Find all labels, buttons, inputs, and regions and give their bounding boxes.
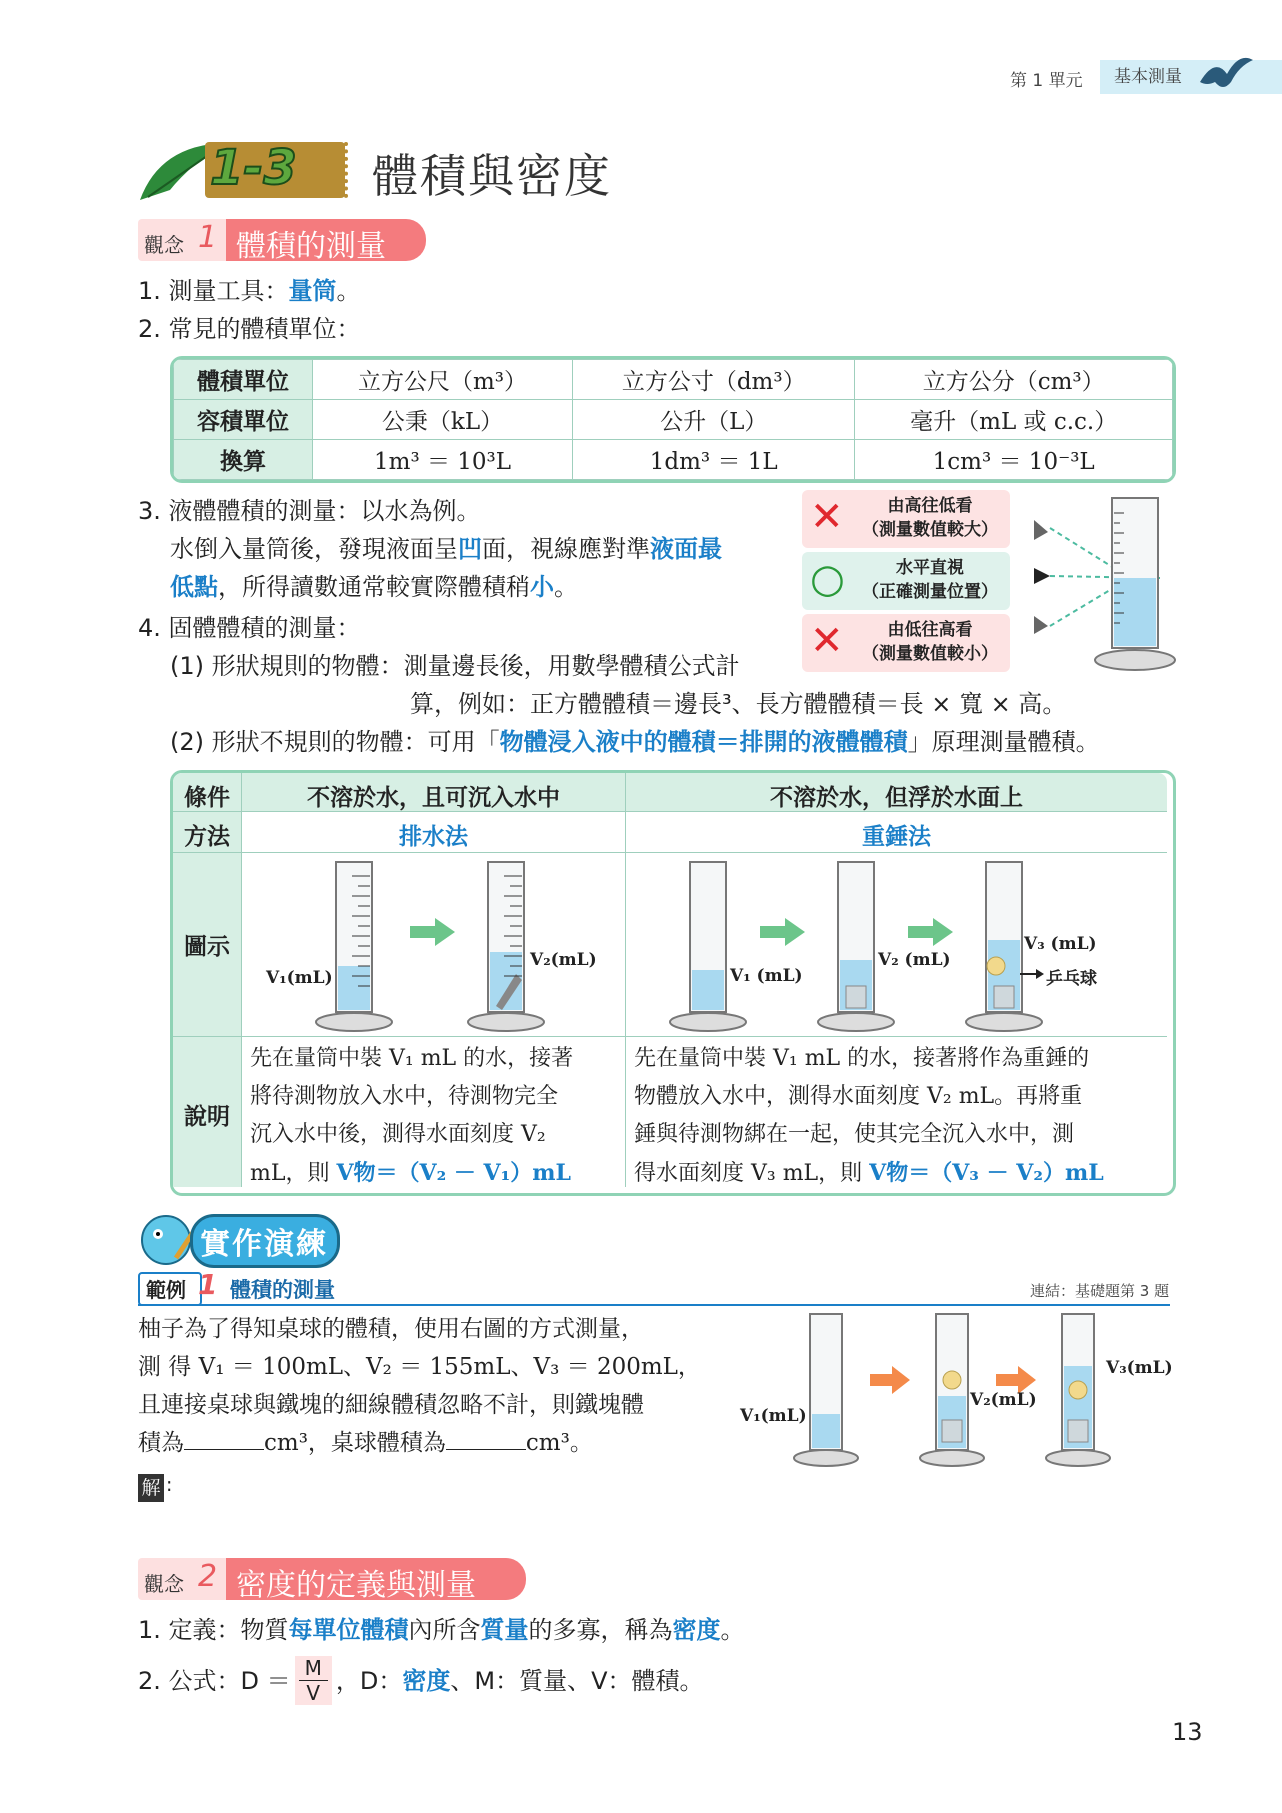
- formula: 2. 公式：D ＝ M V ，D： 密度 、M：質量、V：體積。: [138, 1656, 704, 1705]
- cond-1: 不溶於水，且可沉入水中: [307, 784, 560, 811]
- concept-label: 觀念: [144, 1572, 184, 1596]
- table-cell: 立方公尺（m³）: [313, 360, 573, 400]
- item-4-title: 4. 固體體積的測量：: [138, 614, 361, 642]
- table-cell: 立方公分（cm³）: [855, 360, 1173, 400]
- divider: [173, 1036, 1167, 1037]
- row-header: 容積單位: [174, 400, 313, 440]
- wrong-icon: ✕: [810, 618, 844, 664]
- section-number: 1-3: [210, 140, 297, 196]
- arrow-icon: [908, 918, 953, 946]
- blank-answer-2[interactable]: [446, 1449, 526, 1450]
- method-label: 方法: [184, 823, 230, 850]
- row-header: 體積單位: [174, 360, 313, 400]
- desc-1: 先在量筒中裝 V₁ mL 的水，接著 將待測物放入水中，待測物完全 沉入水中後，測得水面刻度 V₂ mL，則 V物＝（V₂ － V₁）mL: [250, 1046, 574, 1186]
- desc-2: 先在量筒中裝 V₁ mL 的水，接著將作為重錘的 物體放入水中，測得水面刻度 V₂ mL。再將重 錘與待測物綁在一起，使其完全沉入水中，測 得水面刻度 V₃ mL，則 V物＝（V₃ － V₂）mL: [634, 1046, 1104, 1186]
- reading-label-high: 由高往低看 （測量數值較大）: [862, 496, 998, 540]
- fig2-ball: 乒乓球: [1046, 969, 1097, 989]
- badge-edge: [344, 142, 356, 198]
- example-fig-v3: V₃(mL): [1106, 1358, 1173, 1378]
- drainage-method-figure: [260, 856, 620, 1034]
- units-table: [170, 356, 1176, 483]
- cond-2: 不溶於水，但浮於水面上: [770, 784, 1023, 811]
- example-question: 柚子為了得知桌球的體積，使用右圖的方式測量， 測 得 V₁ ＝ 100mL、V₂ ＝ 155mL、V₃ ＝ 200mL， 且連接桌球與鐵塊的細線體積忽略不計，則鐵塊體 積為 cm³，桌球體積為 cm³。: [138, 1316, 701, 1456]
- item-1: 1. 測量工具：量筒。: [138, 277, 361, 305]
- concept-number: 1: [198, 220, 218, 255]
- table-cell: 1m³ ＝ 10³L: [313, 440, 573, 480]
- figure-label: 圖示: [184, 933, 230, 960]
- fig2-v3: V₃ (mL): [1024, 934, 1097, 954]
- example-rule: [138, 1304, 1170, 1306]
- header-unit: 第 1 單元: [1010, 71, 1083, 91]
- item-2: 2. 常見的體積單位：: [138, 315, 361, 343]
- page-number: 13: [1172, 1718, 1203, 1746]
- eye-icon: [1034, 616, 1048, 634]
- row-header: 換算: [174, 440, 313, 480]
- cond-label: 條件: [184, 784, 230, 811]
- arrow-icon: [410, 918, 455, 946]
- eye-icon: [1034, 568, 1050, 584]
- arrow-icon: [760, 918, 805, 946]
- fig1-v1: V₁(mL): [266, 968, 333, 988]
- desc-label: 說明: [184, 1103, 230, 1130]
- section-title: 體積與密度: [372, 149, 612, 203]
- item-4-sub1: (1) 形狀規則的物體：測量邊長後，用數學體積公式計: [170, 652, 740, 680]
- method-1: 排水法: [399, 823, 468, 850]
- example-tag: 範例: [146, 1278, 186, 1302]
- table-row: [174, 400, 1173, 440]
- fig2-v2: V₂ (mL): [878, 950, 951, 970]
- divider: [173, 852, 1167, 853]
- item-4-sub2: (2) 形狀不規則的物體：可用「物體浸入液中的體積＝排開的液體體積」原理測量體積。: [170, 728, 1100, 756]
- concept-label: 觀念: [144, 233, 184, 257]
- example-fig-v1: V₁(mL): [740, 1406, 807, 1426]
- item-3-title: 3. 液體體積的測量：以水為例。: [138, 497, 481, 525]
- method-2: 重錘法: [862, 823, 931, 850]
- fraction: M V: [295, 1656, 332, 1705]
- cylinder-reading-figure: [1020, 488, 1180, 678]
- table-row: [174, 440, 1173, 480]
- example-fig-v2: V₂(mL): [970, 1390, 1037, 1410]
- example-number: 1: [198, 1268, 218, 1301]
- reading-label-low: 由低往高看 （測量數值較小）: [862, 620, 998, 664]
- table-cell: 公秉（kL）: [313, 400, 573, 440]
- table-cell: 立方公寸（dm³）: [573, 360, 855, 400]
- concept-title: 體積的測量: [236, 229, 386, 264]
- table-row: [174, 360, 1173, 400]
- answer-colon: :: [166, 1474, 173, 1496]
- example-link[interactable]: 連結：基礎題第 3 題: [1030, 1282, 1170, 1300]
- item-3-line1: 水倒入量筒後，發現液面呈凹面，視線應對準液面最: [170, 535, 722, 563]
- correct-icon: ○: [810, 556, 845, 602]
- table-cell: 1dm³ ＝ 1L: [573, 440, 855, 480]
- definition: 1. 定義：物質每單位體積內所含質量的多寡，稱為密度。: [138, 1616, 745, 1644]
- example-title: 體積的測量: [230, 1278, 335, 1302]
- practice-title: 實作演練: [200, 1227, 328, 1262]
- answer-label: 解: [138, 1474, 164, 1502]
- item-4-sub1-cont: 算，例如：正方體體積＝邊長³、長方體體積＝長 × 寬 × 高。: [410, 690, 1067, 718]
- wrong-icon: ✕: [810, 494, 844, 540]
- reading-label-level: 水平直視 （正確測量位置）: [862, 558, 998, 602]
- fig1-v2: V₂(mL): [530, 950, 597, 970]
- table-cell: 公升（L）: [573, 400, 855, 440]
- arrow-icon: [870, 1366, 910, 1394]
- fig2-v1: V₁ (mL): [730, 966, 803, 986]
- blank-answer-1[interactable]: [184, 1449, 264, 1450]
- bird-icon: [1195, 52, 1255, 96]
- table-cell: 1cm³ ＝ 10⁻³L: [855, 440, 1173, 480]
- concept-title: 密度的定義與測量: [236, 1568, 476, 1603]
- eye-icon: [1034, 520, 1048, 540]
- concept-number: 2: [198, 1559, 218, 1594]
- item-3-line2: 低點，所得讀數通常較實際體積稍小。: [170, 573, 578, 601]
- table-cell: 毫升（mL 或 c.c.）: [855, 400, 1173, 440]
- header-topic: 基本測量: [1100, 60, 1282, 94]
